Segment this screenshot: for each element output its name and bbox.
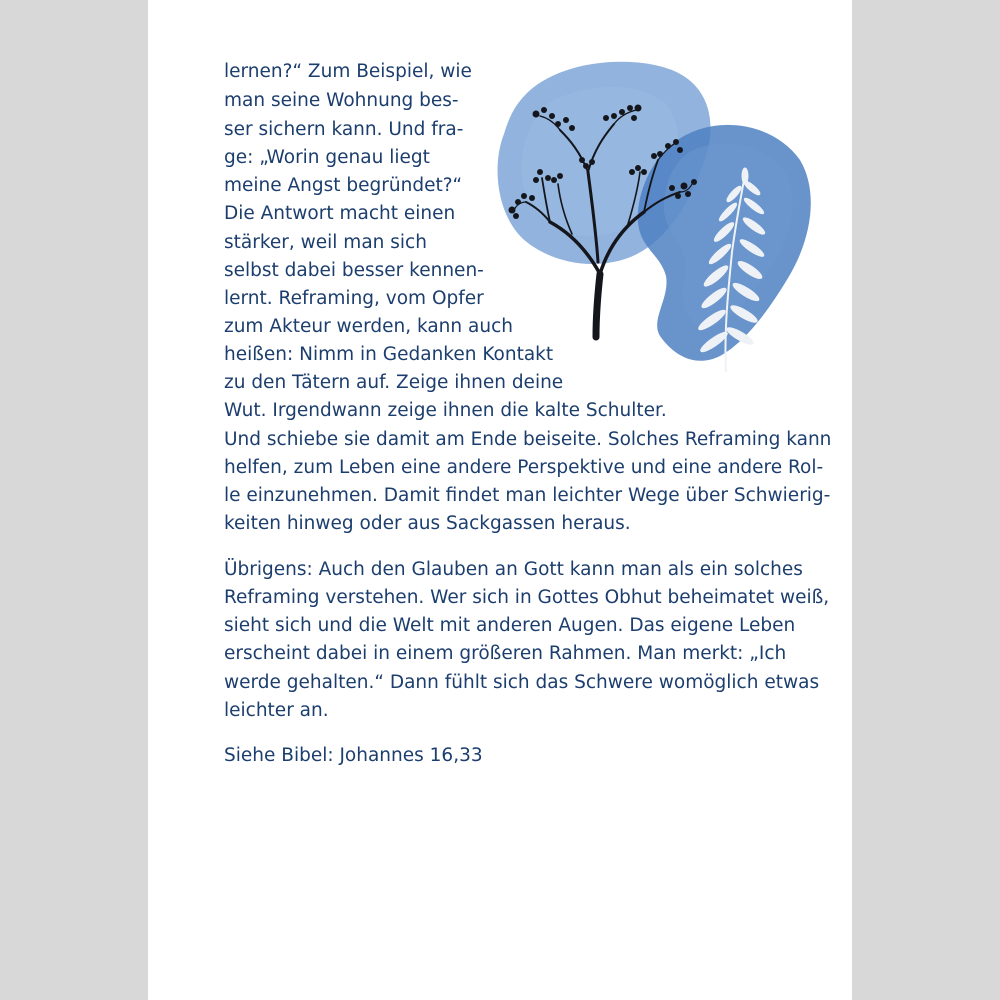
body-line: Die Antwort macht einen — [224, 203, 456, 224]
body-line: ge: „Worin genau liegt — [224, 147, 430, 168]
body-line: meine Angst begründet?“ — [224, 175, 463, 196]
body-line: Und schiebe sie damit am Ende beiseite. Solches Reframing kann — [224, 429, 832, 450]
body-line: le einzunehmen. Damit findet man leichter Wege über Schwierig- — [224, 485, 831, 506]
body-line: keiten hinweg oder aus Sackgassen heraus. — [224, 513, 631, 534]
body-line: lernen?“ Zum Beispiel, wie — [224, 61, 472, 82]
bible-reference: Siehe Bibel: Johannes 16,33 — [224, 745, 483, 766]
body-line: zu den Tätern auf. Zeige ihnen deine — [224, 372, 564, 393]
body-line: heißen: Nimm in Gedanken Kontakt — [224, 344, 554, 365]
body-line: stärker, weil man sich — [224, 232, 427, 253]
body-line: helfen, zum Leben eine andere Perspektive und eine andere Rol- — [224, 457, 824, 478]
watercolor-illustration — [488, 52, 818, 382]
body-line: Reframing verstehen. Wer sich in Gottes Obhut beheimatet weiß, — [224, 587, 830, 608]
body-line: lernt. Reframing, vom Opfer — [224, 288, 484, 309]
body-line: ser sichern kann. Und fra- — [224, 119, 464, 140]
body-line: selbst dabei besser kennen- — [224, 260, 484, 281]
body-line: zum Akteur werden, kann auch — [224, 316, 513, 337]
body-line: sieht sich und die Welt mit anderen Augen. Das eigene Leben — [224, 615, 796, 636]
body-line: man seine Wohnung bes- — [224, 90, 459, 111]
body-line: werde gehalten.“ Dann fühlt sich das Schwere womöglich etwas — [224, 672, 820, 693]
watercolor-blob-right — [638, 125, 811, 361]
body-line: Übrigens: Auch den Glauben an Gott kann man als ein solches — [224, 559, 803, 580]
body-line: erscheint dabei in einem größeren Rahmen. Man merkt: „Ich — [224, 643, 787, 664]
body-line: Wut. Irgendwann zeige ihnen die kalte Schulter. — [224, 400, 667, 421]
body-line: leichter an. — [224, 700, 329, 721]
